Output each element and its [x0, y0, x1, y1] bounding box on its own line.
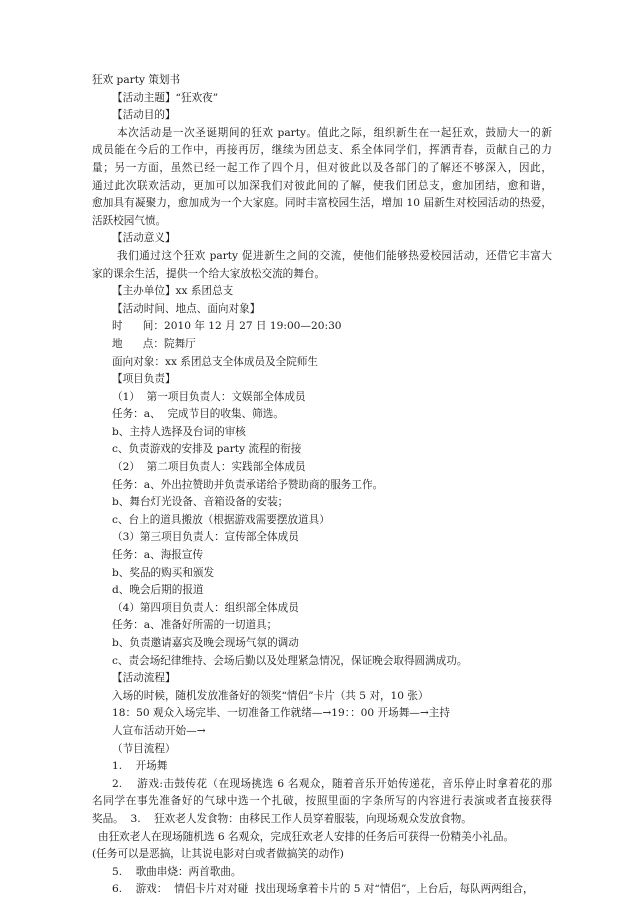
- task-line: b、舞台灯光设备、音箱设备的安装；: [112, 496, 289, 509]
- leader-2: （2） 第二项目负责人：实践部全体成员: [112, 461, 306, 474]
- program-item: 1. 开场舞: [112, 760, 168, 773]
- program-item: 奖品。 3. 狂欢老人发食物：由移民工作人员穿着服装，向现场观众发放食物。: [92, 812, 472, 825]
- theme-heading: 【活动主题】“狂欢夜”: [112, 91, 219, 104]
- doc-title: 狂欢 party 策划书: [92, 74, 181, 86]
- time-line: 时 间：2010 年 12 月 27 日 19:00—20:30: [112, 320, 342, 333]
- meaning-line: 家的课余生活，提供一个给大家放松交流的舞台。: [92, 267, 326, 280]
- purpose-line: 成员能在今后的工作中，再接再厉，继续为团总支、系全体同学们，挥洒青春，贡献自己的力: [92, 144, 552, 157]
- program-item: 6. 游戏： 情侣卡片对对碰 找出现场拿着卡片的 5 对“情侣”，上台后，每队两两组合，: [112, 883, 534, 896]
- task-line: 任务：a、 完成节目的收集、筛选。: [112, 408, 284, 421]
- purpose-heading: 【活动目的】: [112, 109, 176, 122]
- time-place-heading: 【活动时间、地点、面向对象】: [112, 302, 261, 315]
- purpose-line: 量；另一方面，虽然已经一起工作了四个月，但对彼此以及各部门的了解还不够深入，因此，: [92, 161, 552, 174]
- program-item: 由狂欢老人在现场随机选 6 名观众，完成狂欢老人安排的任务后可获得一份精美小礼品。: [98, 830, 515, 843]
- purpose-line: 活跃校园气愤。: [92, 214, 167, 227]
- task-line: 任务：a、海报宣传: [112, 549, 204, 562]
- leader-4: （4）第四项目负责人：组织部全体成员: [112, 601, 299, 614]
- task-line: c、负责游戏的安排及 party 流程的衔接: [112, 443, 302, 456]
- place-line: 地 点：院舞厅: [112, 337, 196, 350]
- meaning-heading: 【活动意义】: [112, 232, 176, 245]
- flow-line: 人宣布活动开始—→: [112, 724, 206, 737]
- leaders-heading: 【项目负责】: [112, 373, 176, 386]
- program-item: 5. 歌曲串烧：两首歌曲。: [112, 865, 242, 878]
- task-line: c、责会场纪律维持、会场后勤以及处理紧急情况，保证晚会取得圆满成功。: [112, 654, 468, 667]
- task-line: 任务：a、外出拉赞助并负责承诺给予赞助商的服务工作。: [112, 478, 384, 491]
- task-line: b、奖品的购买和颁发: [112, 566, 215, 579]
- task-line: d、晚会后期的报道: [112, 584, 204, 597]
- document-page: [92, 72, 552, 899]
- purpose-line: 本次活动是一次圣诞期间的狂欢 party。值此之际，组织新生在一起狂欢，鼓励大一的新: [117, 126, 552, 139]
- program-item: 名同学在事先准备好的气球中选一个扎破，按照里面的字条所写的内容进行表演或者直接获得: [92, 795, 552, 808]
- task-line: 任务：a、准备好所需的一切道具；: [112, 619, 278, 632]
- flow-line: 入场的时候，随机发放准备好的领奖“情侣”卡片（共 5 对，10 张）: [112, 689, 429, 702]
- purpose-line: 愈加具有凝聚力，愈加成为一个大家庭。同时丰富校园生活，增加 10 届新生对校园活动的热爱，: [92, 197, 552, 210]
- leader-3: （3）第三项目负责人：宣传部全体成员: [112, 531, 299, 544]
- program-item: 2. 游戏:击鼓传花（在现场挑选 6 名观众，随着音乐开始传递花，音乐停止时拿着花的那: [112, 777, 552, 790]
- purpose-line: 通过此次联欢活动，更加可以加深我们对彼此间的了解，使我们团总支，愈加团结，愈和谐，: [92, 179, 552, 192]
- task-line: c、台上的道具搬放（根据游戏需要摆放道具）: [112, 513, 330, 526]
- leader-1: （1） 第一项目负责人：文娱部全体成员: [112, 390, 306, 403]
- audience-line: 面向对象：xx 系团总支全体成员及全院师生: [112, 355, 319, 368]
- task-line: b、负责邀请嘉宾及晚会现场气氛的调动: [112, 637, 299, 649]
- flow-line: 18：50 观众入场完毕、一切准备工作就绪—→19：：00 开场舞—→主持: [112, 707, 450, 720]
- program-item: (任务可以是恶搞，让其说电影对白或者做搞笑的动作): [92, 848, 344, 861]
- organizer-line: 【主办单位】xx 系团总支: [112, 285, 234, 298]
- flow-heading: 【活动流程】: [112, 672, 176, 685]
- flow-line: （节目流程）: [112, 742, 176, 755]
- meaning-line: 我们通过这个狂欢 party 促进新生之间的交流，使他们能够热爱校园活动，还借它丰富大: [117, 249, 552, 262]
- task-line: b、主持人选择及台词的审核: [112, 425, 246, 438]
